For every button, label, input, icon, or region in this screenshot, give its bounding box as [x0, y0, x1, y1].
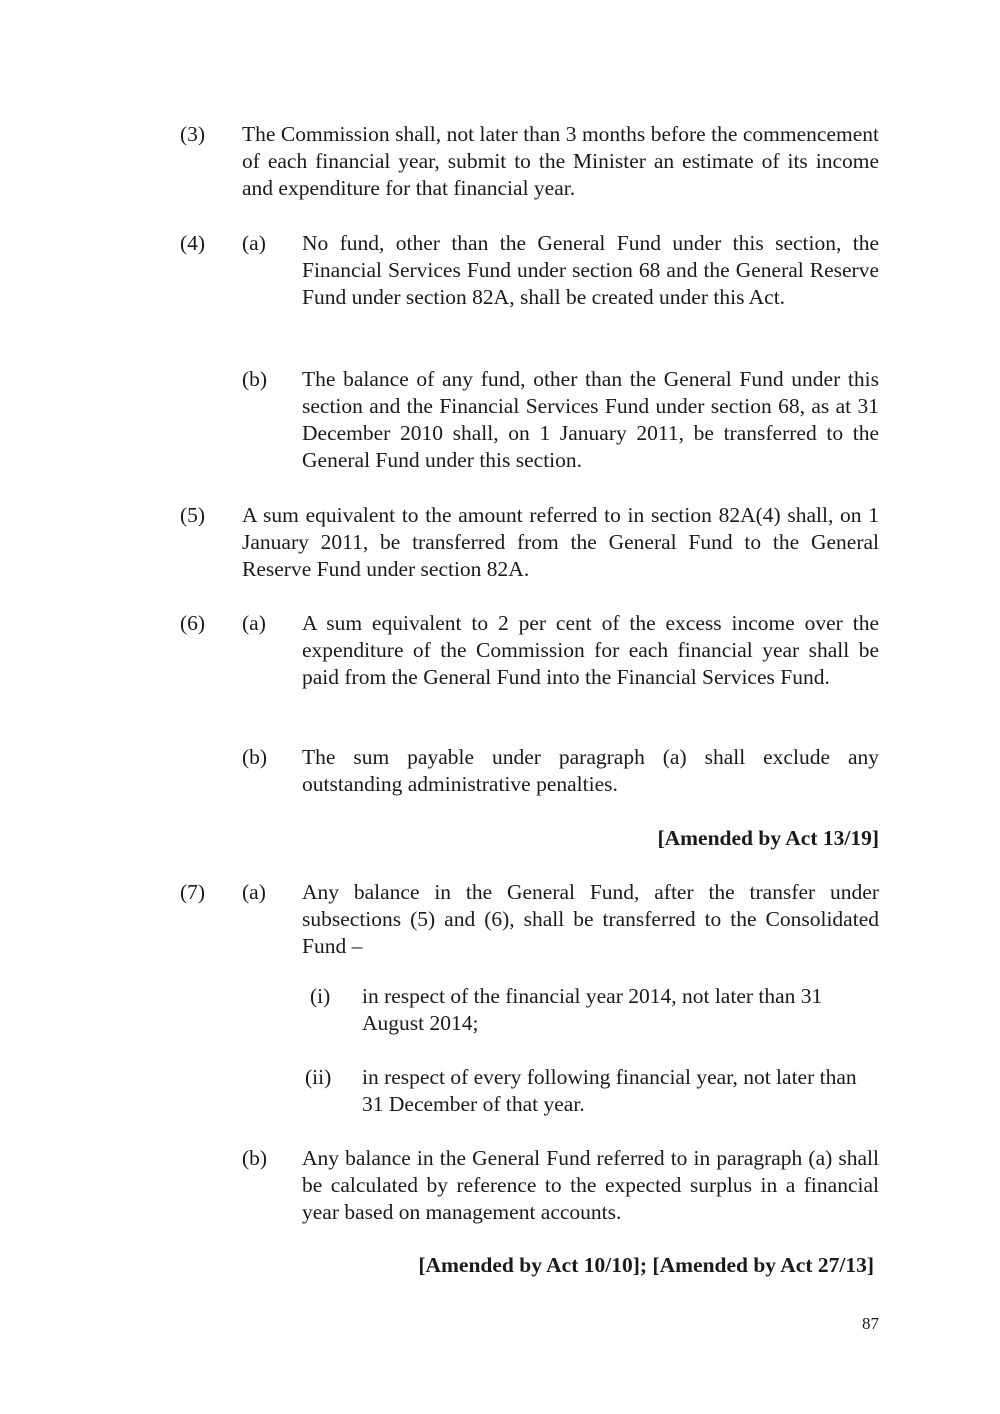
subsection-5-label: (5) — [180, 503, 206, 527]
subsection-6b-text: The sum payable under paragraph (a) shall exclude any outstanding administrative penalties. — [302, 745, 879, 796]
subsection-6b-label: (b) — [242, 745, 268, 769]
subsection-7b-label: (b) — [242, 1146, 268, 1170]
subsection-6a-label: (a) — [242, 611, 266, 635]
subsection-4b-label: (b) — [242, 367, 268, 391]
subsection-3-text: The Commission shall, not later than 3 months before the commencement of each financial year, submit to the Minister an estimate of its income and expenditure for that financial year. — [242, 122, 879, 200]
subsection-7a-i-label: (i) — [310, 984, 331, 1008]
page-number: 87 — [862, 1314, 879, 1333]
subsection-4a-label: (a) — [242, 231, 266, 255]
subsection-7b-text: Any balance in the General Fund referred to in paragraph (a) shall be calculated by reference to the expected surplus in a financial year based on management accounts. — [302, 1146, 879, 1224]
subsection-5-text: A sum equivalent to the amount referred to in section 82A(4) shall, on 1 January 2011, be transferred from the General Fund to the General Reserve Fund under section 82A. — [242, 503, 879, 581]
subsection-6a-text: A sum equivalent to 2 per cent of the excess income over the expenditure of the Commission for each financial year shall be paid from the General Fund into the Financial Services Fund. — [302, 611, 879, 689]
subsection-4a-text: No fund, other than the General Fund under this section, the Financial Services Fund under section 68 and the General Reserve Fund under section 82A, shall be created under this Act. — [302, 231, 879, 309]
amendment-note-6: [Amended by Act 13/19] — [657, 826, 879, 850]
subsection-7a-text: Any balance in the General Fund, after the transfer under subsections (5) and (6), shall be transferred to the Consolidated Fund – — [302, 880, 879, 958]
subsection-7a-ii-text: in respect of every following financial year, not later than 31 December of that year. — [362, 1065, 857, 1116]
subsection-7a-i-text: in respect of the financial year 2014, not later than 31 August 2014; — [362, 984, 823, 1035]
amendment-note-7: [Amended by Act 10/10]; [Amended by Act 27/13] — [418, 1253, 874, 1277]
subsection-6-label: (6) — [180, 611, 206, 635]
subsection-7-label: (7) — [180, 880, 206, 904]
subsection-7a-label: (a) — [242, 880, 266, 904]
subsection-4-label: (4) — [180, 231, 206, 255]
subsection-4b-text: The balance of any fund, other than the General Fund under this section and the Financial Services Fund under section 68, as at 31 December 2010 shall, on 1 January 2011, be transferred to the General Fund under this section. — [302, 367, 879, 472]
subsection-3-label: (3) — [180, 122, 206, 146]
subsection-7a-ii-label: (ii) — [305, 1065, 332, 1089]
